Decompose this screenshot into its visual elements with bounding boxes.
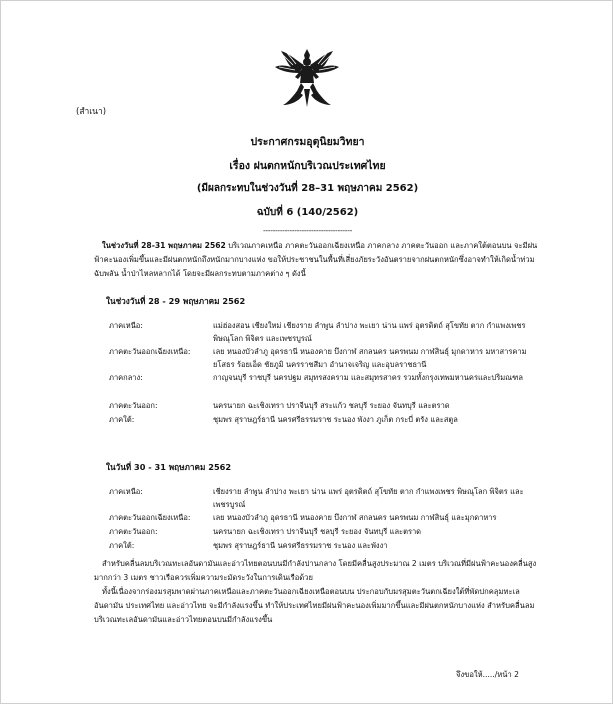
region-provinces: เลย หนองบัวลำภู อุดรธานี หนองคาย บึงกาฬ สกลนคร นครพนม กาฬสินธุ์ และมุกดาหาร bbox=[213, 513, 497, 522]
copy-label: (สำเนา) bbox=[76, 107, 107, 117]
garuda-emblem-icon bbox=[271, 47, 343, 109]
region-label: ภาคตะวันออกเฉียงเหนือ: bbox=[109, 513, 191, 522]
document-title: ประกาศกรมอุตุนิยมวิทยา bbox=[250, 136, 365, 148]
intro-text: บริเวณภาคเหนือ ภาคตะวันออกเฉียงเหนือ ภาคกลาง ภาคตะวันออก และภาคใต้ตอนบน จะมีฝนฟ้าคะนองเพิ่มขึ้นและมีฝนตกหนักถึงหนักมากบางแห่ง ขอให้ประชาชนในพื้นที่เสี่ยงภัยระวังอันตรายจากฝนตกหนักซึ่งอาจทำให้เกิดน้ำท่วมฉับพลัน น้ำป่าไหลหลากได้ โดยจะมีผลกระทบตามภาคต่าง ๆ ดังนี้ bbox=[94, 241, 538, 278]
region-label: ภาคตะวันออก: bbox=[109, 527, 158, 536]
region-provinces: ชุมพร สุราษฎร์ธานี นครศรีธรรมราช ระนอง และพังงา bbox=[213, 541, 388, 550]
region-label: ภาคใต้: bbox=[109, 541, 135, 550]
section1-heading: ในช่วงวันที่ 28 - 29 พฤษภาคม 2562 bbox=[106, 296, 246, 306]
region-provinces: เชียงราย ลำพูน ลำปาง พะเยา น่าน แพร่ อุตรดิตถ์ สุโขทัย ตาก กำแพงเพชร พิษณุโลก พิจิตร และเพชรบูรณ์ bbox=[213, 487, 524, 509]
region-label: ภาคเหนือ: bbox=[109, 321, 143, 330]
continued-next-page: จึงขอให้...../หน้า 2 bbox=[456, 670, 519, 679]
region-label: ภาคใต้: bbox=[109, 415, 135, 424]
document-subject: เรื่อง ฝนตกหนักบริเวณประเทศไทย bbox=[229, 160, 386, 172]
intro-date-lead: ในช่วงวันที่ 28-31 พฤษภาคม 2562 bbox=[102, 241, 226, 250]
separator-line: ------------------------------------- bbox=[262, 226, 353, 235]
region-provinces: นครนายก ฉะเชิงเทรา ปราจีนบุรี ชลบุรี ระยอง จันทบุรี และตราด bbox=[213, 527, 422, 536]
region-provinces: เลย หนองบัวลำภู อุดรธานี หนองคาย บึงกาฬ สกลนคร นครพนม กาฬสินธุ์ มุกดาหาร มหาสารคาม ยโสธร ร้อยเอ็ด ชัยภูมิ นครราชสีมา อำนาจเจริญ และอุบลราชธานี bbox=[213, 347, 527, 369]
wave-paragraph: สำหรับคลื่นลมบริเวณทะเลอันดามันและอ่าวไทยตอนบนมีกำลังปานกลาง โดยมีคลื่นสูงประมาณ 2 เมตร บริเวณที่มีฝนฟ้าคะนองคลื่นสูงมากกว่า 3 เมตร ชาวเรือควรเพิ่มความระมัดระวังในการเดินเรือด้วย bbox=[94, 559, 537, 582]
region-label: ภาคกลาง: bbox=[109, 373, 143, 382]
region-label: ภาคตะวันออก: bbox=[109, 401, 158, 410]
region-provinces: กาญจนบุรี ราชบุรี นครปฐม สมุทรสงคราม และสมุทรสาคร รวมทั้งกรุงเทพมหานครและปริมณฑล bbox=[213, 373, 523, 382]
document-period: (มีผลกระทบในช่วงวันที่ 28–31 พฤษภาคม 2562) bbox=[196, 183, 419, 194]
intro-paragraph bbox=[94, 239, 540, 281]
region-label: ภาคตะวันออกเฉียงเหนือ: bbox=[109, 347, 191, 356]
region-provinces: แม่ฮ่องสอน เชียงใหม่ เชียงราย ลำพูน ลำปาง พะเยา น่าน แพร่ อุตรดิตถ์ สุโขทัย ตาก กำแพงเพชร พิษณุโลก พิจิตร และเพชรบูรณ์ bbox=[213, 321, 526, 343]
region-label: ภาคเหนือ: bbox=[109, 487, 143, 496]
section2-heading: ในวันที่ 30 - 31 พฤษภาคม 2562 bbox=[106, 462, 232, 472]
document-issue-number: ฉบับที่ 6 (140/2562) bbox=[256, 207, 359, 218]
cause-paragraph: ทั้งนี้เนื่องจากร่องมรสุมพาดผ่านภาคเหนือและภาคตะวันออกเฉียงเหนือตอนบน ประกอบกับมรสุมตะวันตกเฉียงใต้ที่พัดปกคลุมทะเลอันดามัน ประเทศไทย และอ่าวไทย จะมีกำลังแรงขึ้น ทำให้ประเทศไทยมีฝนฟ้าคะนองเพิ่มมากขึ้นและมีฝนตกหนักบางแห่ง สำหรับคลื่นลมบริเวณทะเลอันดามันและอ่าวไทยตอนบนมีกำลังแรงขึ้น bbox=[94, 587, 535, 624]
region-provinces: ชุมพร สุราษฎร์ธานี นครศรีธรรมราช ระนอง พังงา ภูเก็ต กระบี่ ตรัง และสตูล bbox=[213, 415, 458, 424]
region-provinces: นครนายก ฉะเชิงเทรา ปราจีนบุรี สระแก้ว ชลบุรี ระยอง จันทบุรี และตราด bbox=[213, 401, 450, 410]
